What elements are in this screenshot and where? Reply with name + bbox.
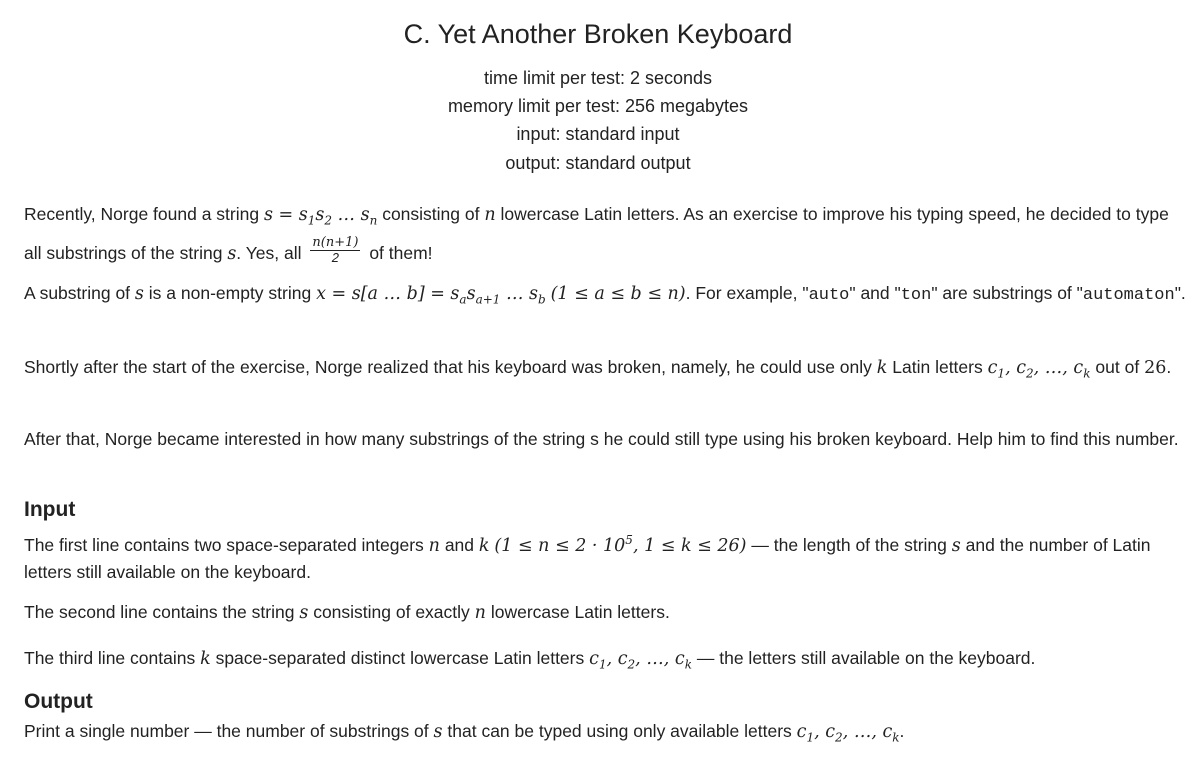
example-automaton: automaton xyxy=(1082,286,1175,305)
output-file: output: standard output xyxy=(505,153,691,173)
input-line-3 xyxy=(24,645,1190,678)
text: and the number of Latin letters still available on the keyboard. xyxy=(24,534,1151,582)
math-k: k xyxy=(876,358,888,378)
math-substring-def: x = s[a … $b] = s_as_{a+1}$ … $s_b$ xyxy=(316,284,546,307)
text: of them! xyxy=(369,242,433,263)
math-s: s xyxy=(227,243,237,264)
statement-paragraph-3 xyxy=(24,354,1190,387)
text: The third line contains xyxy=(24,648,196,668)
math-n: n xyxy=(428,535,440,556)
math-letters: $c_1$, $c_2$, …, $c_k$ xyxy=(589,649,692,672)
math-k: k xyxy=(478,535,490,556)
text: that can be typed using only available letters xyxy=(447,721,792,741)
text: Latin letters xyxy=(892,357,983,377)
text: is a non-empty string xyxy=(148,283,312,303)
math-s: s xyxy=(299,603,309,623)
text: A substring of xyxy=(24,283,131,303)
text: . Yes, all xyxy=(236,242,302,263)
text: consisting of xyxy=(382,204,480,224)
text: " are substrings of " xyxy=(931,283,1083,303)
input-file: input: standard input xyxy=(516,124,680,144)
math-string-def: $s = s_1s_2$ … $s_n$ xyxy=(263,205,378,228)
problem-title: C. Yet Another Broken Keyboard xyxy=(403,19,793,49)
math-s: s xyxy=(134,284,144,304)
text: lowercase Latin letters. xyxy=(490,602,670,622)
math-fraction: $\frac{n(n+1)}{2}$ xyxy=(312,235,359,266)
math-s: s xyxy=(433,722,443,742)
input-line-2 xyxy=(24,599,1190,626)
math-k: k xyxy=(200,649,211,669)
math-constraints: ($1 \le n \le 2 \cdot 10^5$, 1 ≤ k ≤ 26) xyxy=(494,533,747,556)
text: Recently, Norge found a string xyxy=(24,204,260,224)
text: out of xyxy=(1095,357,1140,377)
input-heading: Input xyxy=(24,498,76,521)
math-letters: $c_1$, $c_2$, …, $c_k$ xyxy=(796,722,900,745)
text: " and " xyxy=(849,283,901,303)
statement-paragraph-2 xyxy=(24,280,1190,313)
text: . For example, " xyxy=(685,283,809,303)
text: — the length of the string xyxy=(751,534,947,555)
text: The first line contains two space-separated integers xyxy=(24,534,424,555)
text: . xyxy=(899,721,905,741)
text: ". xyxy=(1174,283,1186,303)
example-ton: ton xyxy=(900,286,932,305)
input-line-1 xyxy=(24,527,1190,585)
output-heading: Output xyxy=(24,690,93,713)
math-condition: (1 ≤ a ≤ b ≤ n) xyxy=(550,284,686,304)
example-auto: auto xyxy=(808,286,850,305)
memory-limit: memory limit per test: 256 megabytes xyxy=(447,96,749,116)
statement-paragraph-1 xyxy=(24,198,1190,270)
text: and xyxy=(444,534,475,555)
output-line-1 xyxy=(24,718,1190,751)
math-26: 26 xyxy=(1144,358,1167,378)
time-limit: time limit per test: 2 seconds xyxy=(483,68,713,88)
text: The second line contains the string xyxy=(24,602,295,622)
text: — the letters still available on the keyboard. xyxy=(696,648,1036,668)
text: space-separated distinct lowercase Latin letters xyxy=(215,648,585,668)
statement-paragraph-4: After that, Norge became interested in how many substrings of the string s he could still type using his broken keyboard. Help him to find this number. xyxy=(24,429,1179,449)
math-letters: $c_1$, $c_2$, …, $c_k$ xyxy=(987,358,1091,381)
math-n: n xyxy=(484,205,496,225)
text: Print a single number — the number of substrings of xyxy=(24,721,429,741)
text: consisting of exactly xyxy=(313,602,470,622)
math-s: s xyxy=(951,535,961,556)
math-n: n xyxy=(474,603,486,623)
text: Shortly after the start of the exercise, Norge realized that his keyboard was broken, namely, he could use only xyxy=(24,357,872,377)
text: . xyxy=(1166,357,1172,377)
text: lowercase Latin letters. As an exercise to improve his typing speed, he decided to type all substrings of the string xyxy=(24,204,1169,263)
